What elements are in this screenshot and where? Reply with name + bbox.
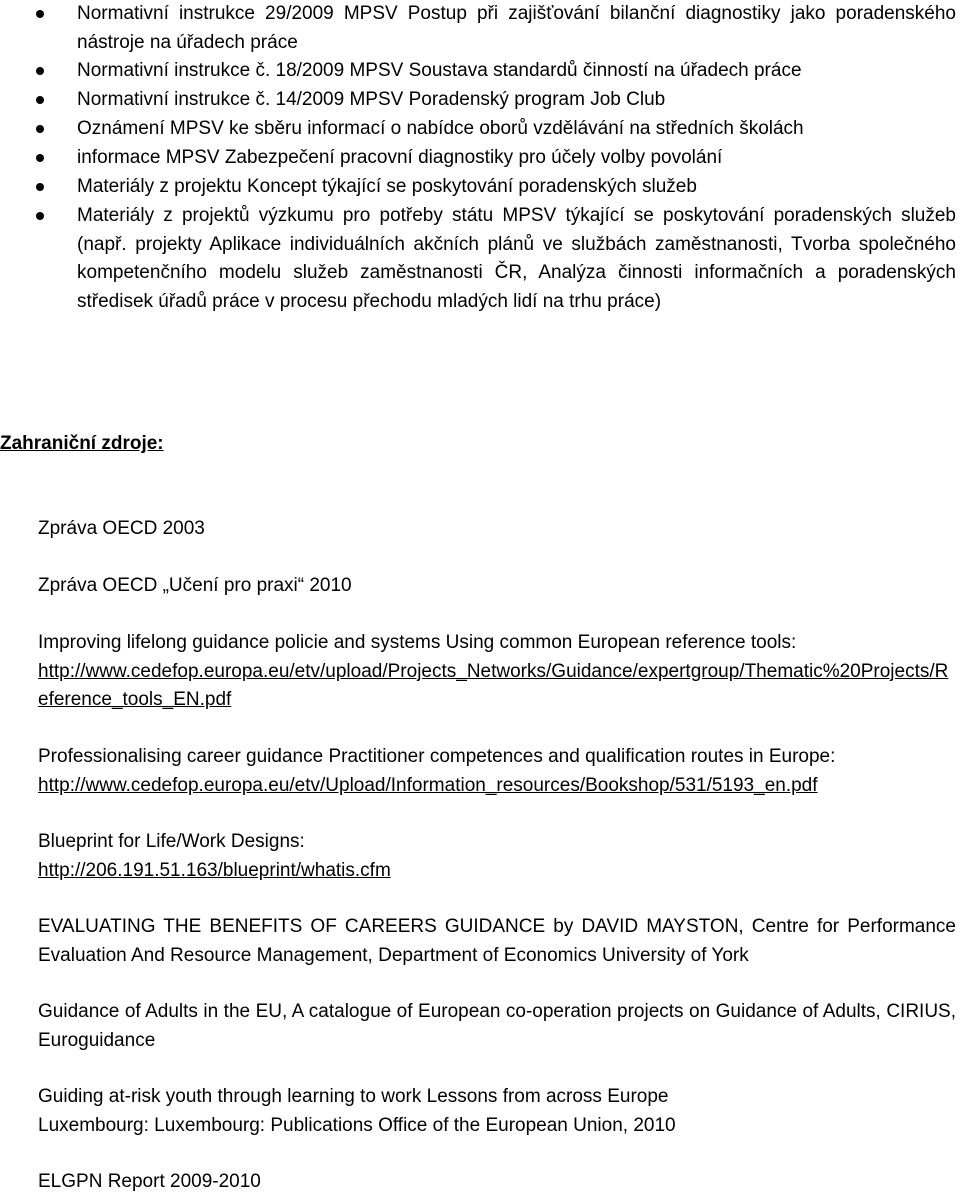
reference-text: Professionalising career guidance Practitioner competences and qualification routes in Europe: [38,746,836,767]
reference-elgpn-report: ELGPN Report 2009-2010 [38,1171,261,1192]
reference-blueprint [38,828,956,885]
reference-guidance-of-adults: Guidance of Adults in the EU, A catalogue of European co-operation projects on Guidance of Adults, CIRIUS, Euroguidance [38,1001,956,1051]
foreign-sources-heading: Zahraniční zdroje: [0,433,164,454]
reference-oecd-2003: Zpráva OECD 2003 [38,518,205,539]
reference-text: Blueprint for Life/Work Designs: [38,831,305,852]
list-item [0,144,960,173]
list-item [0,115,960,144]
reference-text: Guiding at-risk youth through learning to work Lessons from across Europe [38,1086,669,1107]
reference-link[interactable]: http://www.cedefop.europa.eu/etv/upload/Projects_Networks/Guidance/expertgroup/Thematic%20Projects/Reference_tools_EN.pdf [38,660,949,710]
list-item-text: Normativní instrukce č. 14/2009 MPSV Poradenský program Job Club [77,89,666,110]
list-item [0,202,960,316]
reference-publisher: Luxembourg: Luxembourg: Publications Office of the European Union, 2010 [38,1114,676,1136]
reference-at-risk-youth [38,1083,956,1140]
list-item-text: Normativní instrukce 29/2009 MPSV Postup při zajišťování bilanční diagnostiky jako poradenského nástroje na úřadech práce [77,3,956,53]
list-item [0,57,960,86]
list-item-text: Materiály z projektu Koncept týkající se poskytování poradenských služeb [77,176,697,197]
list-item [0,173,960,202]
list-item [0,86,960,115]
list-item-text: Normativní instrukce č. 18/2009 MPSV Soustava standardů činností na úřadech práce [77,60,802,81]
bullet-icon [36,125,44,133]
reference-link[interactable]: http://206.191.51.163/blueprint/whatis.cfm [38,859,391,881]
list-item [0,0,960,57]
bullet-icon [36,212,44,220]
list-item-text: informace MPSV Zabezpečení pracovní diagnostiky pro účely volby povolání [77,147,723,168]
bullet-icon [36,154,44,162]
list-item-text: Oznámení MPSV ke sběru informací o nabídce oborů vzdělávání na středních školách [77,118,804,139]
list-item-text: Materiály z projektů výzkumu pro potřeby státu MPSV týkající se poskytování poradenských služeb (např. projekty Aplikace individuálních akčních plánů ve službách zaměstnanosti, Tvorba společného kompetenčního modelu služeb zaměstnanosti ČR, Analýza činnosti informačních a poradenských středisek úřadů práce v procesu přechodu mladých lidí na trhu práce) [77,205,956,312]
reference-oecd-2010: Zpráva OECD „Učení pro praxi“ 2010 [38,575,352,596]
reference-evaluating-benefits: EVALUATING THE BENEFITS OF CAREERS GUIDANCE by DAVID MAYSTON, Centre for Performance Evaluation And Resource Management, Department of Economics University of York [38,916,956,966]
reference-lifelong-guidance [38,629,956,715]
bullet-icon [36,10,44,18]
reference-link[interactable]: http://www.cedefop.europa.eu/etv/Upload/Information_resources/Bookshop/531/5193_en.pdf [38,774,818,796]
bullet-icon [36,67,44,75]
bullet-icon [36,96,44,104]
bullet-icon [36,183,44,191]
reference-text: Improving lifelong guidance policie and systems Using common European reference tools: [38,632,797,653]
reference-professionalising-guidance [38,743,956,800]
